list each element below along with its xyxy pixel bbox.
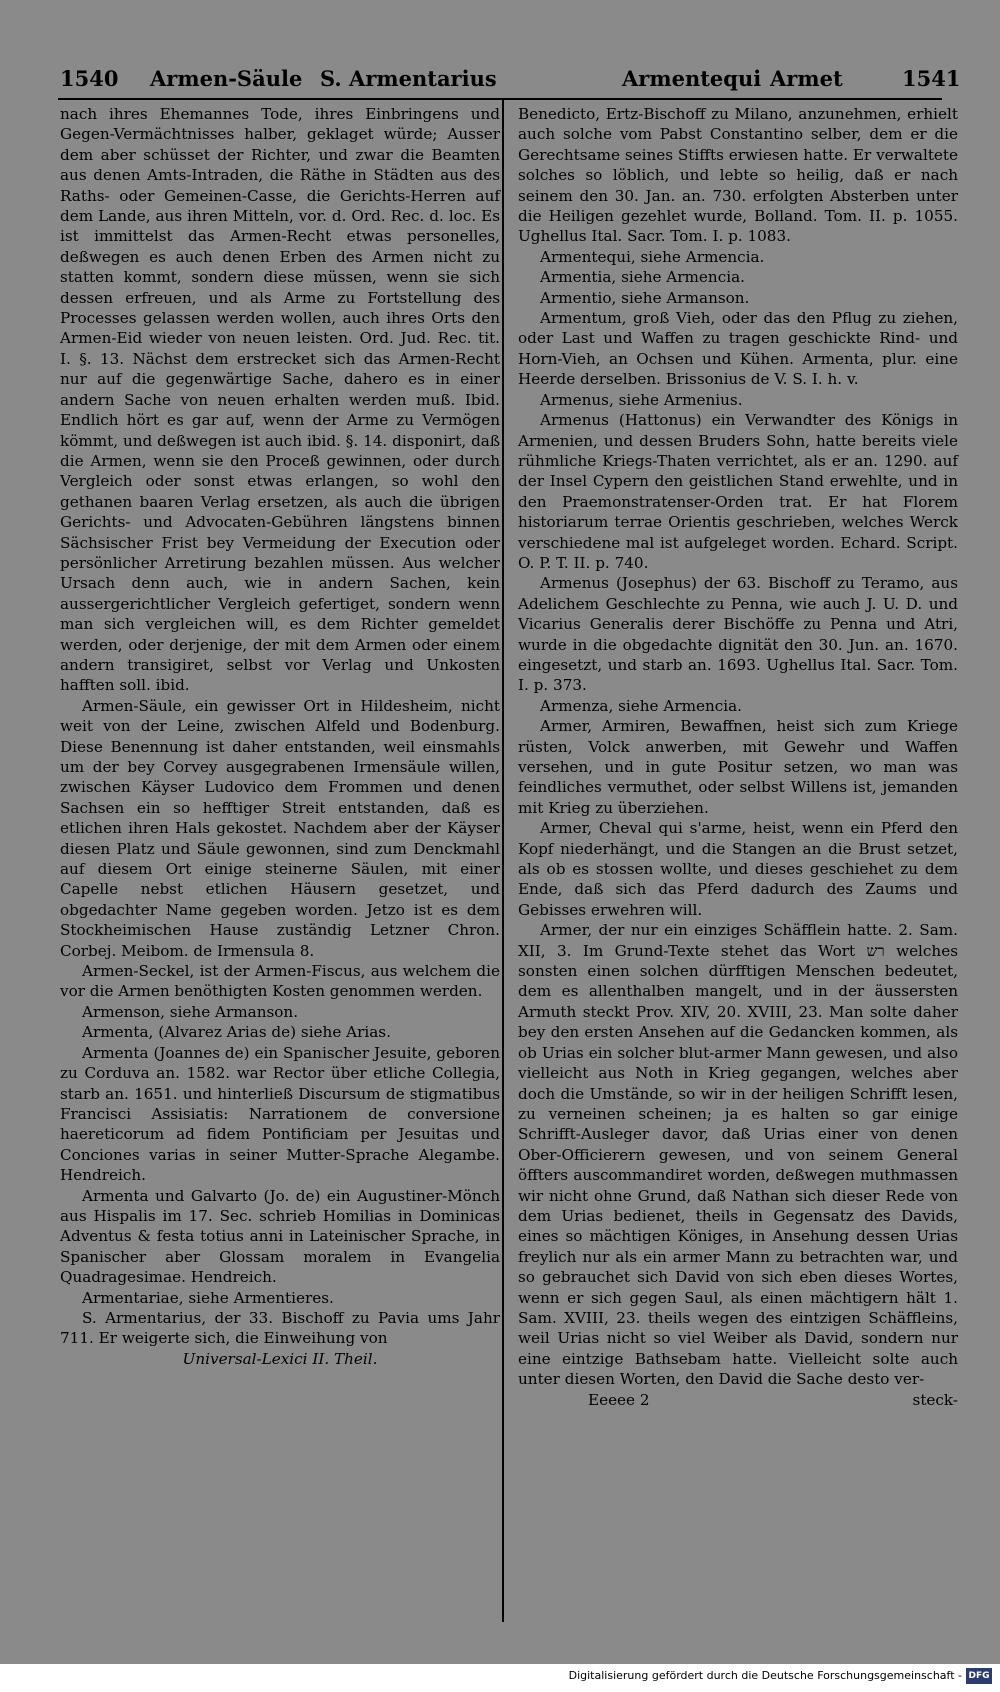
- column-divider: [502, 100, 504, 1622]
- entry-armentum: Armentum, groß Vieh, oder das den Pflug zu ziehen, oder Last und Waffen zu tragen geschickte Rind- und Horn-Vieh, an Ochsen und Kühen. Armenta, plur. eine Heerde derselben. Brissonius de V. S. I. h. v.: [518, 309, 958, 389]
- entry-armenus-josephus: Armenus (Josephus) der 63. Bischoff zu Teramo, aus Adelichem Geschlechte zu Penna, wie auch J. U. D. und Vicarius Generalis derer Bischöffe zu Penna und Atri, wurde in die obgedachte dignität den 30. Jun. an. 1670. eingesetzt, und starb an. 1693. Ughellus Ital. Sacr. Tom. I. p. 373.: [518, 574, 958, 695]
- left-column: [60, 104, 500, 1369]
- page-number-left: 1540: [60, 66, 119, 91]
- right-column: [518, 104, 958, 1410]
- entry-armenus-ref: Armenus, siehe Armenius.: [540, 390, 743, 409]
- entry-armer-armiren: Armer, Armiren, Bewaffnen, heist sich zum Kriege rüsten, Volck anwerben, mit Gewehr und Waffen versehen, und in gute Positur setzen, wo man was feindliches vermuthet, oder selbst Willens ist, jemanden mit Krieg zu überziehen.: [518, 717, 958, 817]
- entry-armentequi: Armentequi, siehe Armencia.: [540, 247, 765, 266]
- entry-armer-schaefflein: Armer, der nur ein einziges Schäfflein hatte. 2. Sam. XII, 3. Im Grund-Texte stehet das Wort רש welches sonsten einen solchen dürfftigen Menschen bedeutet, dem es allenthalben mangelt, und in der äussersten Armuth steckt Prov. XIV, 20. XVIII, 23. Man solte daher bey den ersten Ansehen auf die Gedancken kommen, als ob Urias ein solcher blut-armer Mann gewesen, und also vielleicht aus Noth in Krieg gegangen, welches aber doch die Umstände, so wir in der heiligen Schrifft lesen, zu verneinen scheinen; ja es halten so gar einige Schrifft-Ausleger davor, daß Urias einer von denen Ober-Officierern gewesen, und von seinem General öffters auscommandiret worden, deßwegen muthmassen wir nicht ohne Grund, daß Nathan sich dieser Rede von dem Urias bedienet, theils in Gegensatz des Davids, eines so mächtigen Königes, in Ansehung dessen Urias freylich nur als ein armer Mann zu betrachten war, und so gebrauchet sich David von sich eben dieses Wortes, wenn er sich gegen Saul, als einen mächtigern hält 1. Sam. XVIII, 23. theils wegen des eintzigen Schäffleins, weil Urias nicht so viel Weiber als David, sondern nur eine eintzige Bathsebam hatte. Vielleicht solte auch unter diesen Worten, den David die Sache desto ver-: [518, 921, 958, 1389]
- header-catchword-right-1: Armentequi: [622, 66, 762, 91]
- entry-armenza: Armenza, siehe Armencia.: [540, 696, 742, 715]
- entry-armentarius-cont: Benedicto, Ertz-Bischoff zu Milano, anzunehmen, erhielt auch solche vom Pabst Constantino selber, dem er die Gerechtsame seines Stiffts erwiesen hatte. Er verwaltete solches so löblich, und lebte so heilig, daß er nach seinem den 30. Jan. an. 730. erfolgten Absterben unter die Heiligen gezehlet wurde, Bolland. Tom. II. p. 1055. Ughellus Ital. Sacr. Tom. I. p. 1083.: [518, 105, 958, 246]
- signature-mark: Eeeee 2: [588, 1390, 650, 1409]
- entry-armen-seckel: Armen-Seckel, ist der Armen-Fiscus, aus welchem die vor die Armen benöthigten Kosten genommen werden.: [60, 962, 500, 1001]
- entry-armentia: Armentia, siehe Armencia.: [540, 268, 745, 287]
- entry-armen-saeule: Armen-Säule, ein gewisser Ort in Hildesheim, nicht weit von der Leine, zwischen Alfeld und Bodenburg. Diese Benennung ist daher entstanden, weil einsmahls um der bey Corvey ausgegrabenen Irmensäule willen, zwischen Käyser Ludovico dem Frommen und denen Sachsen ein so hefftiger Streit entstanden, daß es etlichen ihren Hals gekostet. Nachdem aber der Käyser diesen Platz und Säule gewonnen, sind zum Denckmahl auf diesem Ort einige steinerne Säulen, mit einer Capelle nebst etlichen Häusern gesetzet, und obgedachter Name gegeben worden. Jetzo ist es dem Stockheimischen Hause zuständig Letzner Chron. Corbej. Meibom. de Irmensula 8.: [60, 696, 500, 960]
- entry-armenson: Armenson, siehe Armanson.: [82, 1002, 299, 1021]
- catchword-end: steck-: [912, 1390, 958, 1409]
- entry-armenta-galvarto: Armenta und Galvarto (Jo. de) ein Augustiner-Mönch aus Hispalis im 17. Sec. schrieb Homilias in Dominicas Adventus & festa totius anni in Lateinischer Sprache, in Spanischer aber Glossam moralem in Evangelia Quadragesimae. Hendreich.: [60, 1186, 500, 1287]
- entry-armenta-joannes: Armenta (Joannes de) ein Spanischer Jesuite, geboren zu Corduva an. 1582. war Rector über etliche Collegia, starb an. 1651. und hinterließ Discursum de stigmatibus Francisci Assisiatis: Narrationem de conversione haereticorum ad fidem Pontificiam per Jesuitas und Conciones varias in seiner Mutter-Sprache Alegambe. Hendreich.: [60, 1043, 500, 1185]
- header-rule: [58, 98, 942, 100]
- catchline-volume: Universal-Lexici II. Theil.: [182, 1349, 378, 1368]
- entry-armentio: Armentio, siehe Armanson.: [540, 288, 750, 307]
- header-catchword-right-2: Armet: [770, 66, 843, 91]
- entry-armenta-alvarez: Armenta, (Alvarez Arias de) siehe Arias.: [82, 1023, 391, 1042]
- dfg-logo-icon: DFG: [966, 1668, 992, 1684]
- page-header: [0, 66, 1000, 100]
- entry-s-armentarius: S. Armentarius, der 33. Bischoff zu Pavia ums Jahr 711. Er weigerte sich, die Einweihung von: [60, 1308, 500, 1348]
- entry-armer-cheval: Armer, Cheval qui s'arme, heist, wenn ein Pferd den Kopf niederhängt, und die Stangen an die Brust setzet, als ob es stossen wollte, und dieses geschiehet zu dem Ende, daß sich das Pferd dadurch des Zaums und Gebisses erwehren will.: [518, 819, 958, 919]
- page-number-right: 1541: [902, 66, 961, 91]
- header-catchword-left-2: S. Armentarius: [320, 66, 497, 91]
- header-catchword-left-1: Armen-Säule: [150, 66, 303, 91]
- entry-armenus-hattonus: Armenus (Hattonus) ein Verwandter des Königs in Armenien, und dessen Bruders Sohn, hatte bereits viele rühmliche Kriegs-Thaten verrichtet, als er an. 1290. auf der Insel Cypern den geistlichen Stand erwehlte, und in den Praemonstratenser-Orden trat. Er hat Florem historiarum terrae Orientis geschrieben, welches Werck verschiedene mal ist aufgeleget worden. Echard. Script. O. P. T. II. p. 740.: [518, 411, 958, 572]
- page-foot-line: [518, 1390, 958, 1410]
- entry-armen-recht-cont: nach ihres Ehemannes Tode, ihres Einbringens und Gegen-Vermächtnisses halber, geklaget würde; Ausser dem aber schüsset der Richter, und zwar die Beamten aus denen Amts-Intraden, die Räthe in Städten aus des Raths- oder Gemeinen-Casse, die Gerichts-Herren auf dem Lande, aus ihren Mitteln, vor. d. Ord. Rec. d. loc. Es ist immittelst das Armen-Recht etwas personelles, deßwegen es auch denen Erben des Armen nicht zu statten kommt, sondern diese müssen, wenn sie sich dessen erfreuen, und als Arme zu Fortstellung des Processes gelassen werden wollen, auch ihres Orts den Armen-Eid wieder von neuen leisten. Ord. Jud. Rec. tit. I. §. 13. Nächst dem erstrecket sich das Armen-Recht nur auf die gegenwärtige Sache, dahero es in einer andern Sache von neuen erhalten werden muß. Ibid. Endlich hört es gar auf, wenn der Arme zu Vermögen kömmt, und deßwegen ist auch ibid. §. 14. disponirt, daß die Armen, wenn sie den Proceß gewinnen, oder durch Vergleich oder sonst etwas erlangen, so wohl den gethanen baaren Verlag ersetzen, als auch die übrigen Gerichts- und Advocaten-Gebühren längstens binnen Sächsischer Frist bey Vermeidung der Execution oder persönlicher Arretirung bezahlen müssen. Aus welcher Ursach denn auch, wie in andern Sachen, kein aussergerichtlicher Vergleich gefertiget, sondern wenn man sich vergleichen will, es dem Richter gemeldet werden, oder derjenige, der mit dem Armen oder einem andern transigiret, selbst vor Verlag und Unkosten hafften soll. ibid.: [60, 105, 500, 695]
- footer-credit-text: Digitalisierung gefördert durch die Deutsche Forschungsgemeinschaft -: [568, 1669, 962, 1682]
- entry-armentariae: Armentariae, siehe Armentieres.: [82, 1288, 334, 1307]
- digitization-footer: [0, 1664, 1000, 1692]
